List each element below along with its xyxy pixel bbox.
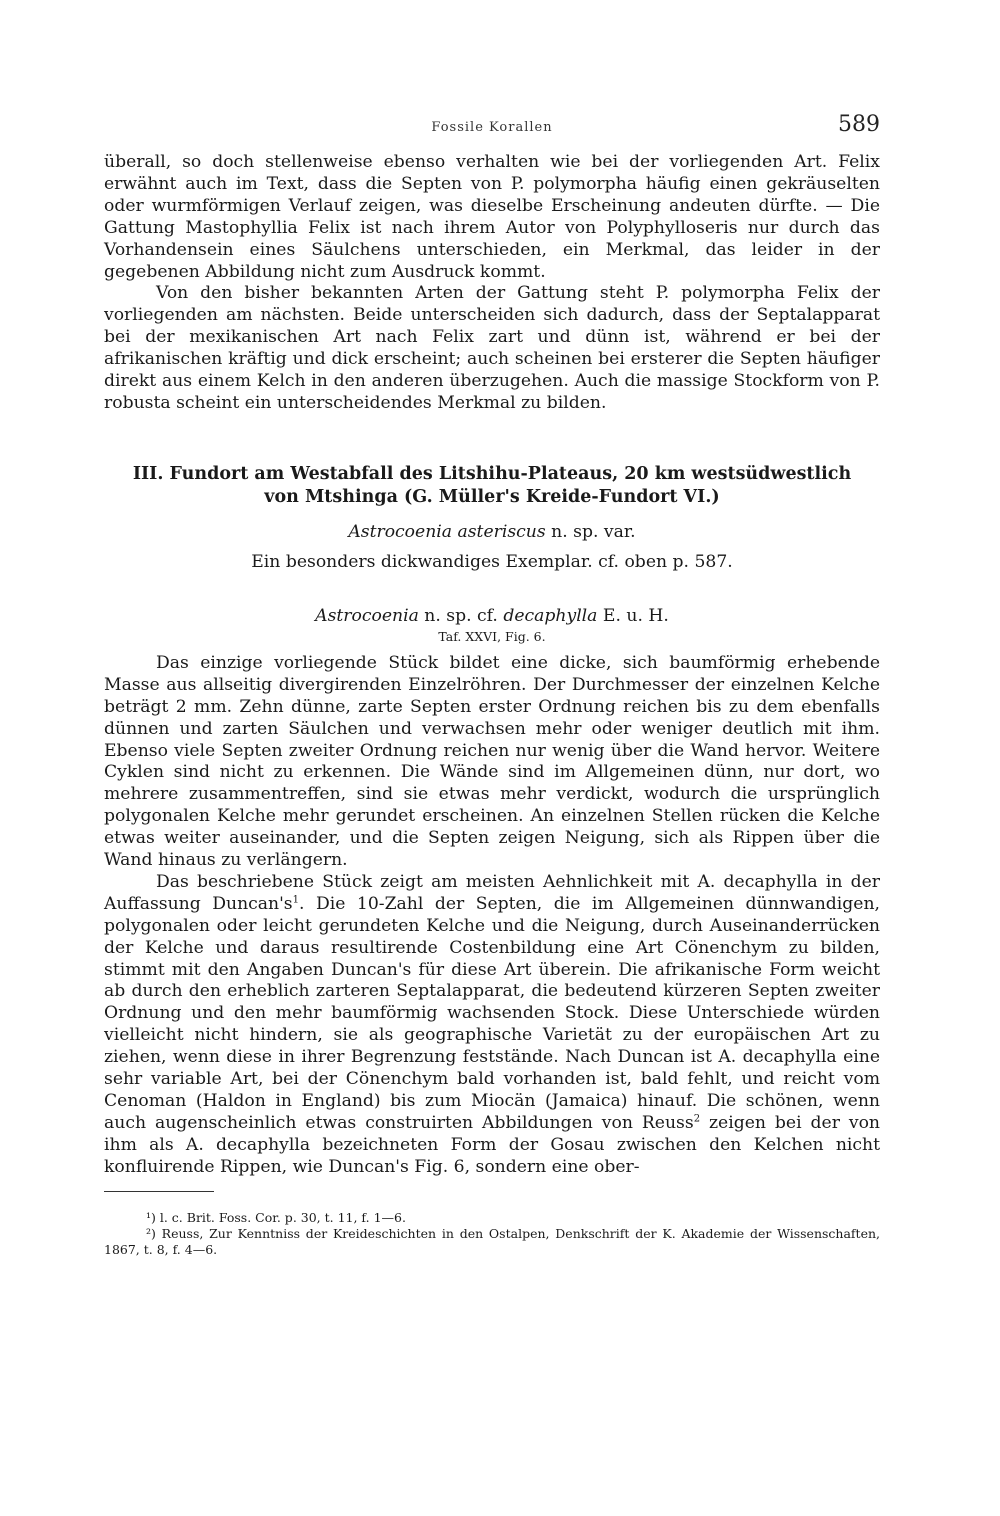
running-head — [104, 112, 880, 152]
paragraph-4-part-b: . Die 10-Zahl der Septen, die im Allgemeinen dünnwandigen, polygonalen oder leicht gerundeten Kelche und die Neigung, durch Auseinanderrücken der Kelche und daraus resultirende Costenbildung eine Art Cönenchym zu bilden, stimmt mit den Angaben Duncan's für diese Art überein. Die afrikanische Form weicht ab durch den erheblich zarteren Septalapparat, die bedeutend kürzeren Septen zweiter Ordnung und den mehr baumförmig wachsenden Stock. Diese Unterschiede würden vielleicht nicht hindern, sie als geographische Varietät zu der europäischen Art zu ziehen, wenn diese in ihrer Begrenzung feststände. Nach Duncan ist A. decaphylla eine sehr variable Art, bei der Cönenchym bald vorhanden ist, bald fehlt, und reicht vom Cenoman (Haldon in England) bis zum Miocän (Jamaica) hinauf. Die schönen, wenn auch augenscheinlich etwas construirten Abbildungen von Reuss — [104, 893, 880, 1133]
paragraph-1: überall, so doch stellenweise ebenso verhalten wie bei der vorliegenden Art. Felix erwähnt auch im Text, dass die Septen von P. polymorpha häufig einen gekräuselten oder wurmförmigen Verlauf zeigen, was dieselbe Erscheinung andeuten dürfte. — Die Gattung Mastophyllia Felix ist nach ihrem Autor von Polyphylloseris nur durch das Vorhandensein eines Säulchens unterschieden, ein Merkmal, das leider in der gegebenen Abbildung nicht zum Ausdruck kommt. — [104, 152, 880, 282]
paragraph-4-part-c: zeigen bei der von ihm als A. decaphylla bezeichneten Form der Gosau zwischen den Kelchen nicht konfluirende Rippen, wie Duncan's Fig. 6, sondern eine ober- — [104, 1112, 880, 1177]
species-spacer — [104, 573, 880, 593]
footnote-1: ¹) l. c. Brit. Foss. Cor. p. 30, t. 11, f. 1—6. — [146, 1209, 406, 1225]
species-2-genus: Astrocoenia — [315, 605, 419, 626]
species-2-middle: n. sp. cf. — [418, 605, 504, 626]
plate-reference: Taf. XXVI, Fig. 6. — [438, 628, 546, 644]
book-page — [104, 112, 880, 1258]
species-title-1 — [104, 521, 880, 543]
species-1-suffix: n. sp. var. — [545, 521, 636, 542]
section-heading-line-2: von Mtshinga (G. Müller's Kreide-Fundort VI.) — [264, 486, 720, 507]
section-heading-line-1: III. Fundort am Westabfall des Litshihu-Plateaus, 20 km westsüdwestlich — [132, 463, 852, 484]
species-1-remark: Ein besonders dickwandiges Exemplar. cf. oben p. 587. — [251, 551, 733, 572]
section-spacer — [104, 415, 880, 463]
species-2-author: E. u. H. — [597, 605, 669, 626]
footnote-ref-2: 2 — [693, 1113, 701, 1125]
species-1-genus: Astrocoenia — [348, 521, 453, 542]
paragraph-4 — [104, 872, 880, 1179]
species-1-epithet: asteriscus — [457, 521, 546, 542]
paragraph-4-part-a: Das beschriebene Stück zeigt am meisten Aehnlichkeit mit A. decaphylla in der Auffassung Duncan's — [104, 871, 880, 914]
footnote-2: ²) Reuss, Zur Kenntniss der Kreideschichten in den Ostalpen, Denkschrift der K. Akademie der Wissenschaften, 1867, t. 8, f. 4—6. — [104, 1225, 880, 1257]
paragraph-3: Das einzige vorliegende Stück bildet eine dicke, sich baumförmig erhebende Masse aus allseitig divergirenden Einzelröhren. Der Durchmesser der einzelnen Kelche beträgt 2 mm. Zehn dünne, zarte Septen erster Ordnung reichen bis zu dem ebenfalls dünnen und zarten Säulchen und verwachsen mehr oder weniger deutlich mit ihm. Ebenso viele Septen zweiter Ordnung reichen nur wenig über die Wand hervor. Weitere Cyklen sind nicht zu erkennen. Die Wände sind im Allgemeinen dünn, nur dort, wo mehrere zusammentreffen, sind sie etwas mehr verdickt, wodurch die ursprünglich polygonalen Kelche mehr gerundet erscheinen. An einzelnen Stellen rücken die Kelche etwas weiter auseinander, und die Septen zeigen Neigung, sich als Rippen über die Wand hinaus zu verlängern. — [104, 652, 880, 871]
species-2-epithet: decaphylla — [503, 605, 598, 626]
running-title: Fossile Korallen — [431, 120, 553, 135]
page-number: 589 — [838, 112, 880, 137]
section-heading — [104, 463, 880, 509]
footnote-rule — [104, 1191, 214, 1192]
footnote-ref-1: 1 — [292, 894, 299, 906]
species-title-2 — [104, 605, 880, 627]
paragraph-2: Von den bisher bekannten Arten der Gattung steht P. polymorpha Felix der vorliegenden am nächsten. Beide unterscheiden sich dadurch, dass der Septalapparat bei der mexikanischen Art nach Felix zart und dünn ist, während er bei der afrikanischen kräftig und dick erscheint; auch scheinen bei ersterer die Septen häufiger direkt aus einem Kelch in den anderen überzugehen. Auch die massige Stockform von P. robusta scheint ein unterscheidendes Merkmal zu bilden. — [104, 283, 880, 413]
